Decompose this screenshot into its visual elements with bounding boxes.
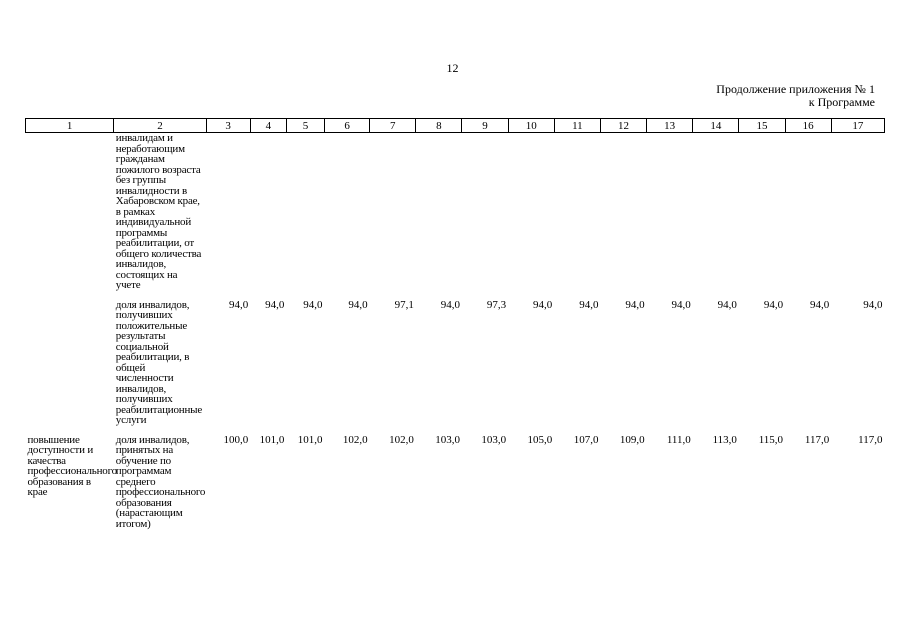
indicator-cell: инвалидам и неработающим гражданам пожилого возраста без группы инвалидности в Хабаровском крае, в рамках индивидуальной программы реабилитации, от общего количества инвалидов, состоящих на учете bbox=[115, 132, 202, 291]
goal-cell bbox=[26, 300, 114, 435]
value-cell: 94,0 bbox=[229, 298, 249, 311]
header-cell: 15 bbox=[739, 119, 785, 133]
value-cell: 101,0 bbox=[259, 433, 285, 446]
value-cell bbox=[370, 133, 416, 300]
page-number: 12 bbox=[446, 61, 459, 75]
header-cell: 3 bbox=[206, 119, 250, 133]
value-cell: 94,0 bbox=[625, 298, 645, 311]
goal-cell bbox=[26, 133, 114, 300]
header-cell: 8 bbox=[416, 119, 462, 133]
header-cell: 5 bbox=[286, 119, 324, 133]
header-cell: 4 bbox=[250, 119, 286, 133]
value-cell: 94,0 bbox=[809, 298, 830, 311]
value-cell: 102,0 bbox=[342, 433, 368, 446]
value-cell: 94,0 bbox=[863, 298, 883, 311]
header-row bbox=[26, 119, 885, 133]
value-cell bbox=[554, 133, 600, 300]
header-cell: 7 bbox=[370, 119, 416, 133]
header-cell: 11 bbox=[554, 119, 600, 133]
value-cell: 94,0 bbox=[440, 298, 460, 311]
value-cell bbox=[600, 133, 646, 300]
value-cell: 107,0 bbox=[573, 433, 599, 446]
header-cell: 17 bbox=[831, 119, 884, 133]
value-cell bbox=[831, 133, 884, 300]
value-cell: 101,0 bbox=[297, 433, 323, 446]
value-cell: 111,0 bbox=[666, 433, 691, 446]
value-cell: 117,0 bbox=[804, 433, 830, 446]
continuation-line-2: к Программе bbox=[808, 95, 875, 109]
value-cell bbox=[508, 133, 554, 300]
indicator-cell: доля инвалидов, получивших положительные результаты социальной реабилитации, в общей численности инвалидов, получивших реабилитационные услуги bbox=[115, 298, 202, 426]
header-cell: 13 bbox=[647, 119, 693, 133]
header-cell: 2 bbox=[114, 119, 206, 133]
header-cell: 9 bbox=[462, 119, 508, 133]
value-cell: 94,0 bbox=[303, 298, 323, 311]
table-row bbox=[26, 435, 885, 530]
value-cell: 105,0 bbox=[527, 433, 553, 446]
header-cell: 12 bbox=[600, 119, 646, 133]
header-cell: 6 bbox=[325, 119, 370, 133]
value-cell: 94,0 bbox=[671, 298, 691, 311]
value-cell: 117,0 bbox=[858, 433, 883, 446]
value-cell: 100,0 bbox=[223, 433, 249, 446]
value-cell bbox=[286, 133, 324, 300]
value-cell: 113,0 bbox=[712, 433, 737, 446]
table-row bbox=[26, 133, 885, 300]
value-cell bbox=[647, 133, 693, 300]
header-cell: 1 bbox=[26, 119, 114, 133]
value-cell: 109,0 bbox=[619, 433, 645, 446]
header-cell: 14 bbox=[693, 119, 739, 133]
value-cell: 94,0 bbox=[763, 298, 784, 311]
value-cell bbox=[462, 133, 508, 300]
value-cell bbox=[250, 133, 286, 300]
value-cell bbox=[325, 133, 370, 300]
table-row bbox=[26, 300, 885, 435]
indicators-table bbox=[25, 118, 885, 529]
value-cell: 103,0 bbox=[435, 433, 460, 446]
goal-cell: повышение доступности и качества профессионального образования в крае bbox=[27, 433, 117, 498]
value-cell: 94,0 bbox=[348, 298, 368, 311]
value-cell: 94,0 bbox=[265, 298, 285, 311]
indicator-cell: доля инвалидов, принятых на обучение по программам среднего профессионального образования (нарастающим итогом) bbox=[115, 433, 206, 530]
continuation-note bbox=[716, 83, 875, 109]
value-cell: 102,0 bbox=[389, 433, 414, 446]
header-cell: 16 bbox=[785, 119, 831, 133]
value-cell: 94,0 bbox=[533, 298, 553, 311]
value-cell bbox=[785, 133, 831, 300]
value-cell bbox=[416, 133, 462, 300]
value-cell bbox=[693, 133, 739, 300]
value-cell: 97,1 bbox=[394, 298, 414, 311]
value-cell: 115,0 bbox=[758, 433, 784, 446]
value-cell: 94,0 bbox=[579, 298, 599, 311]
value-cell: 103,0 bbox=[481, 433, 507, 446]
value-cell bbox=[206, 133, 250, 300]
value-cell: 97,3 bbox=[486, 298, 507, 311]
header-cell: 10 bbox=[508, 119, 554, 133]
value-cell bbox=[739, 133, 785, 300]
value-cell: 94,0 bbox=[717, 298, 737, 311]
continuation-line-1: Продолжение приложения № 1 bbox=[716, 82, 875, 96]
